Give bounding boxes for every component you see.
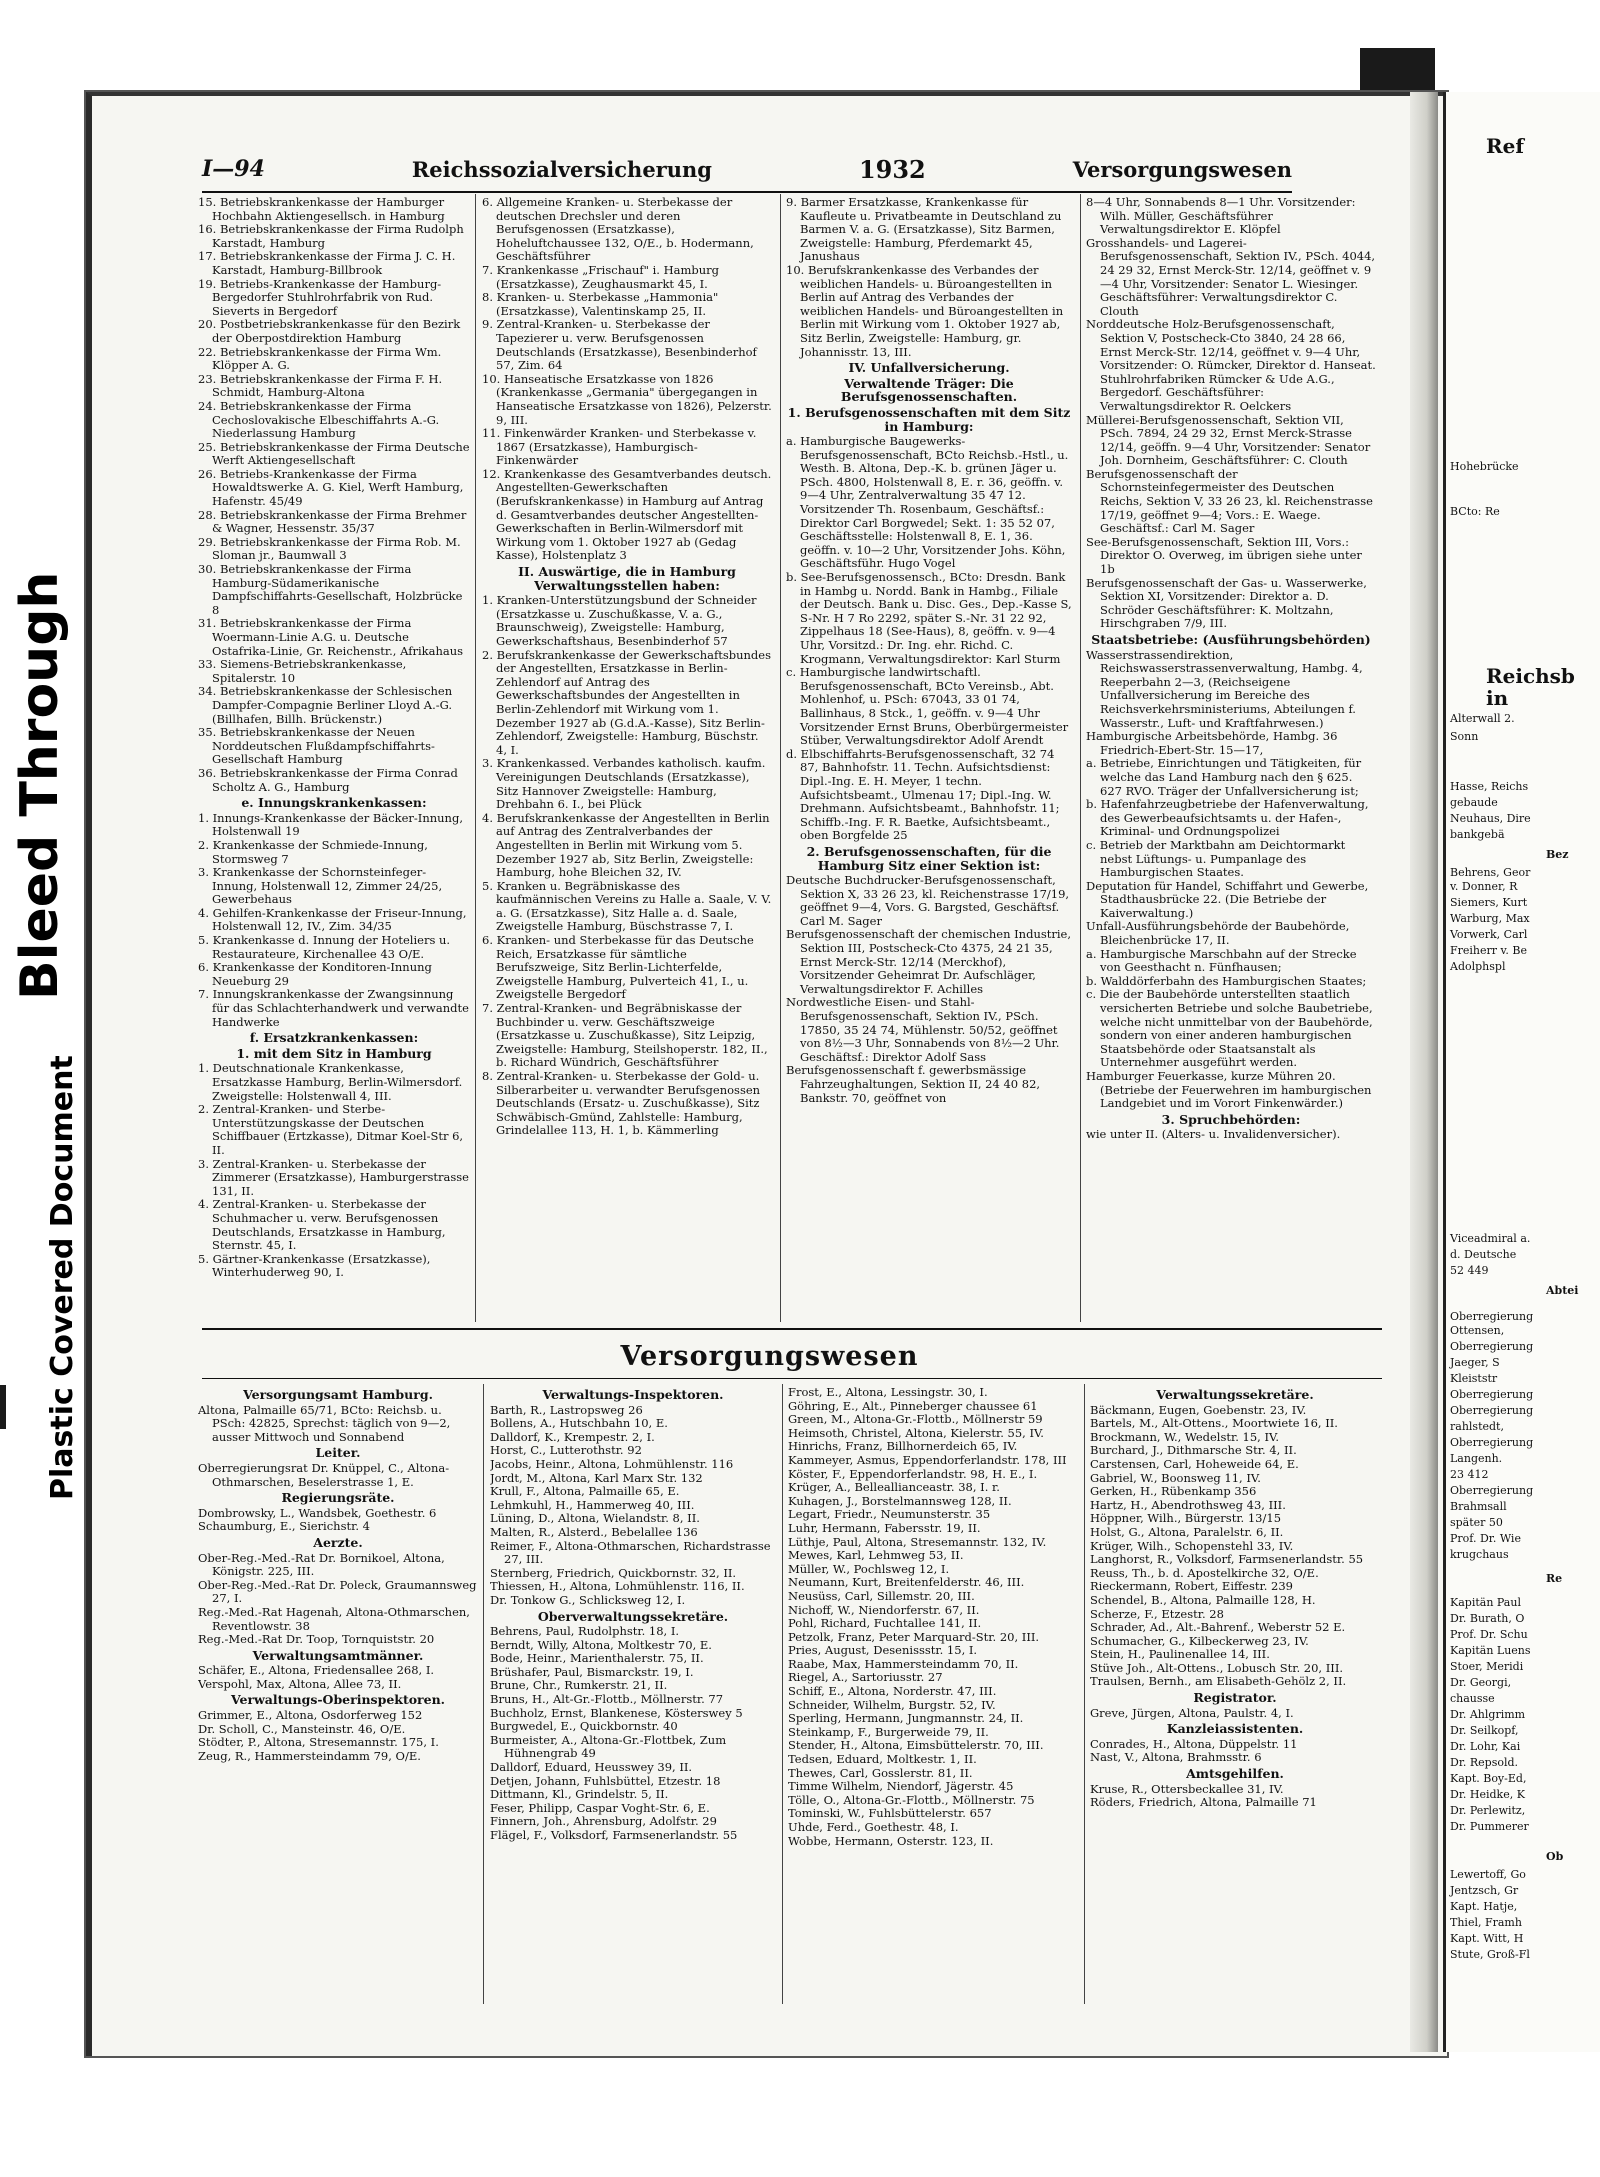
person-entry: Hartz, H., Abendrothsweg 43, III.	[1090, 1497, 1286, 1512]
adjacent-page-fragment: Abtei	[1546, 1284, 1579, 1297]
adjacent-page-fragment: Dr. Georgi,	[1450, 1676, 1512, 1689]
list-item: 6. Kranken- und Sterbekasse für das Deutsche Reich, Ersatzkasse für sämtliche Berufszweige, Sitz Berlin-Lichterfelde, Zweigstelle Hamburg, Pulverteich 41, I., u. Zweigstelle Bergedorf	[482, 933, 754, 1002]
person-entry: Sternberg, Friedrich, Quickbornstr. 32, II.	[490, 1565, 737, 1580]
column-1	[198, 196, 470, 1316]
list-item: 6. Krankenkasse der Konditoren-Innung Neueburg 29	[198, 960, 432, 988]
group-heading: Aerzte.	[313, 1534, 363, 1550]
person-entry: Schumacher, G., Kilbeckerweg 23, IV.	[1090, 1633, 1309, 1648]
group-heading: Verwaltungssekretäre.	[1156, 1387, 1314, 1402]
adjacent-page-fragment: Vorwerk, Carl	[1450, 928, 1528, 941]
group-heading: Leiter.	[315, 1445, 361, 1461]
person-entry: Schaumburg, E., Sierichstr. 4	[198, 1519, 370, 1534]
person-entry: Thiessen, H., Altona, Lohmühlenstr. 116, II.	[490, 1579, 745, 1594]
adjacent-page-fragment: Jaeger, S	[1450, 1356, 1500, 1369]
left-marker	[0, 1385, 6, 1429]
person-entry: Steinkamp, F., Burgerweide 79, II.	[788, 1724, 989, 1739]
person-entry: Sperling, Hermann, Jungmannstr. 24, II.	[788, 1711, 1024, 1726]
adjacent-page-fragment: Stute, Groß-Fl	[1450, 1948, 1530, 1961]
subheading: 3. Spruchbehörden:	[1161, 1111, 1301, 1127]
person-entry: Schendel, B., Altona, Palmaille 128, H.	[1090, 1592, 1316, 1607]
top-dark-edge	[1360, 48, 1435, 98]
person-entry: Verspohl, Max, Altona, Allee 73, II.	[198, 1676, 402, 1691]
adjacent-page-fragment: Kapt. Witt, H	[1450, 1932, 1524, 1945]
list-item: 12. Krankenkasse des Gesamtverbandes deutsch. Angestellten-Gewerkschaften (Berufskrankenkasse) in Hamburg auf Antrag d. Gesamtverbandes deutscher Angestellten-Gewerkschaften in Berlin-Wilmersdorf mit Wirkung vom 1. Oktober 1927 ab (Gedag Kasse), Holstenplatz 3	[482, 466, 772, 563]
list-item: 36. Betriebskrankenkasse der Firma Conrad Scholtz A. G., Hamburg	[198, 765, 458, 794]
adjacent-page-fragment: Oberregierung	[1450, 1404, 1534, 1417]
adjacent-page-fragment: BCto: Re	[1450, 505, 1500, 518]
list-item: a. Betriebe, Einrichtungen und Tätigkeiten, für welche das Land Hamburg nach den § 625. 627 RVO. Träger der Unfallversicherung ist;	[1086, 756, 1362, 798]
person-entry: Ober-Reg.-Med.-Rat Dr. Bornikoel, Altona, Königstr. 225, III.	[198, 1550, 445, 1579]
adjacent-page-fragment: d. Deutsche	[1450, 1248, 1517, 1261]
adjacent-page-fragment: Sonn	[1450, 730, 1479, 743]
person-entry: Green, M., Altona-Gr.-Flottb., Möllnerstr 59	[788, 1412, 1043, 1427]
adjacent-page-fragment: gebaude	[1450, 796, 1498, 809]
list-item: 5. Gärtner-Krankenkasse (Ersatzkasse), Winterhuderweg 90, I.	[198, 1251, 431, 1280]
list-item: c. Betrieb der Marktbahn am Deichtormarkt nebst Lüftungs- u. Pumpanlage des Hamburgischen Staates.	[1086, 837, 1346, 880]
list-item: 31. Betriebskrankenkasse der Firma Woermann-Linie A.G. u. Deutsche Ostafrika-Linie, Gr. Reichenstr., Afrikahaus	[198, 616, 464, 658]
adjacent-page-fragment: Oberregierung	[1450, 1484, 1534, 1497]
list-item: Norddeutsche Holz-Berufsgenossenschaft, Sektion V, Postscheck-Cto 3840, 24 28 66, Ernst Merck-Str. 12/14, geöffnet v. 9—4 Uhr, Vorsitzender: O. Rümcker, Direktor d. Hanseat. Stuhlrohrfabriken Rümcker & Ude A.G., Bergedorf. Geschäftsführer: Verwaltungsdirektor R. Oelckers	[1086, 317, 1376, 413]
person-entry: Krüger, Wilh., Schopenstehl 33, IV.	[1090, 1538, 1294, 1553]
person-entry: Stein, H., Paulinenallee 14, III.	[1090, 1647, 1270, 1662]
person-entry: Uhde, Ferd., Goethestr. 48, I.	[788, 1820, 959, 1834]
person-entry: Mewes, Karl, Lehmweg 53, II.	[788, 1548, 964, 1563]
person-entry: Pries, August, Desenissstr. 15, I.	[788, 1643, 978, 1658]
list-item: 5. Krankenkasse d. Innung der Hoteliers u. Restaurateure, Kirchenallee 43 O/E.	[198, 933, 451, 961]
person-entry: Bruns, H., Alt-Gr.-Flottb., Möllnerstr. 77	[490, 1692, 724, 1707]
page-number: I—94	[202, 156, 265, 182]
list-item: 9. Zentral-Kranken- u. Sterbekasse der Tapezierer u. verw. Berufsgenossen Deutschlands (Ersatzkasse), Besenbinderhof 57, Zim. 64	[482, 317, 757, 373]
person-entry: Thewes, Carl, Gosslerstr. 81, II.	[788, 1765, 973, 1780]
column-divider	[780, 194, 781, 1322]
person-entry: Tedsen, Eduard, Moltkestr. 1, II.	[788, 1752, 977, 1767]
header-rule	[202, 191, 1292, 193]
person-entry: Dombrowsky, L., Wandsbek, Goethestr. 6	[198, 1505, 437, 1520]
person-entry: Carstensen, Carl, Hoheweide 64, E.	[1090, 1456, 1299, 1471]
adjacent-page-fragment: Dr. Perlewitz,	[1450, 1804, 1526, 1817]
person-entry: Göhring, E., Alt., Pinneberger chaussee 61	[788, 1398, 1038, 1413]
list-item: 19. Betriebs-Krankenkasse der Hamburg-Bergedorfer Stuhlrohrfabrik von Rud. Sieverts in Bergedorf	[198, 276, 442, 318]
person-entry: Nast, V., Altona, Brahmsstr. 6	[1090, 1750, 1262, 1765]
subheading: Staatsbetriebe: (Ausführungsbehörden)	[1091, 632, 1371, 647]
adjacent-page-fragment: rahlstedt,	[1450, 1420, 1504, 1433]
list-item: 29. Betriebskrankenkasse der Firma Rob. M. Sloman jr., Baumwall 3	[198, 534, 461, 563]
list-item: Berufsgenossenschaft f. gewerbsmässige Fahrzeughaltungen, Sektion II, 24 40 82, Bankstr. 70, geöffnet von	[786, 1063, 1041, 1105]
page-curl	[1410, 92, 1438, 2052]
person-entry: Müller, W., Pochlsweg 12, I.	[788, 1561, 950, 1576]
adjacent-page-fragment: 52 449	[1450, 1264, 1489, 1277]
person-entry: Scherze, F., Etzestr. 28	[1090, 1606, 1224, 1621]
list-item: 1. Innungs-Krankenkasse der Bäcker-Innung, Holstenwall 19	[198, 810, 463, 839]
person-entry: Brüshafer, Paul, Bismarckstr. 19, I.	[490, 1664, 694, 1679]
person-entry: Dalldorf, K., Krempestr. 2, I.	[490, 1429, 655, 1444]
adjacent-page-fragment: Kapt. Boy-Ed,	[1450, 1772, 1527, 1785]
adjacent-page-fragment: Alterwall 2.	[1450, 712, 1515, 725]
adjacent-page-fragment: Stoer, Meridi	[1450, 1660, 1524, 1673]
person-entry: Reuss, Th., b. d. Apostelkirche 32, O/E.	[1090, 1565, 1319, 1580]
adjacent-page-fragment: bankgebä	[1450, 828, 1505, 841]
person-entry: Rieckermann, Robert, Eiffestr. 239	[1090, 1579, 1293, 1594]
person-entry: Malten, R., Alsterd., Bebelallee 136	[490, 1524, 698, 1539]
list-item: Müllerei-Berufsgenossenschaft, Sektion VII, PSch. 7894, 24 29 32, Ernst Merck-Strasse 12/14, geöffn. 9—4 Uhr, Vorsitzender: Senator Joh. Dornheim, Geschäftsführer: C. Clouth	[1086, 412, 1371, 468]
list-item: b. Walddörferbahn des Hamburgischen Staates;	[1086, 973, 1367, 988]
adjacent-page-fragment: Re	[1546, 1572, 1563, 1585]
person-entry: Schiff, E., Altona, Norderstr. 47, III.	[788, 1684, 997, 1699]
list-item: 9. Barmer Ersatzkasse, Krankenkasse für Kaufleute u. Privatbeamte in Deutschland zu Barmen V. a. G. (Ersatzkasse), Sitz Barmen, Zweigstelle: Hamburg, Pferdemarkt 45, Janushaus	[786, 196, 1062, 264]
person-entry: Feser, Philipp, Caspar Voght-Str. 6, E.	[490, 1800, 710, 1815]
group-heading: Verwaltungs-Inspektoren.	[542, 1387, 724, 1402]
person-entry: Stender, H., Altona, Eimsbüttelerstr. 70, III.	[788, 1738, 1044, 1753]
person-entry: Hinrichs, Franz, Billhornerdeich 65, IV.	[788, 1439, 1018, 1454]
adjacent-page-fragment: Reichsb	[1486, 664, 1575, 688]
header-left-title: Reichssozialversicherung	[411, 156, 712, 182]
list-item: 1. Deutschnationale Krankenkasse, Ersatzkasse Hamburg, Berlin-Wilmersdorf. Zweigstelle: Holstenwall 4, III.	[198, 1061, 463, 1103]
person-entry: Burmeister, A., Altona-Gr.-Flottbek, Zum Hühnengrab 49	[490, 1732, 727, 1761]
adjacent-page-fragment: Hohebrücke	[1450, 460, 1519, 473]
person-entry: Behrens, Paul, Rudolphstr. 18, I.	[490, 1624, 680, 1639]
person-entry: Barth, R., Lastropsweg 26	[490, 1402, 643, 1417]
person-entry: Krüger, A., Belleallianceastr. 38, I. r.	[788, 1480, 1000, 1495]
person-entry: Höppner, Wilh., Bürgerstr. 13/15	[1090, 1511, 1282, 1526]
group-heading: Amtsgehilfen.	[1186, 1766, 1284, 1782]
subheading: II. Auswärtige, die in Hamburg Verwaltungsstellen haben:	[518, 564, 736, 593]
adjacent-page-fragment: Dr. Heidke, K	[1450, 1788, 1525, 1801]
section-title: Versorgungswesen	[620, 1341, 919, 1372]
person-entry: Wobbe, Hermann, Osterstr. 123, II.	[788, 1833, 994, 1848]
person-entry: Reimer, F., Altona-Othmarschen, Richardstrasse 27, III.	[490, 1538, 771, 1567]
adjacent-page-fragment: Dr. Repsold.	[1450, 1756, 1519, 1769]
person-entry: Luhr, Hermann, Fabersstr. 19, II.	[788, 1520, 981, 1535]
person-entry: Reg.-Med.-Rat Dr. Toop, Tornquiststr. 20	[198, 1632, 435, 1647]
header-right-title: Versorgungswesen	[1072, 156, 1292, 182]
person-entry: Krull, F., Altona, Palmaille 65, E.	[490, 1484, 680, 1499]
person-entry: Schrader, Ad., Alt.-Bahrenf., Weberstr 52 E.	[1090, 1620, 1346, 1635]
adjacent-page-fragment: Thiel, Framh	[1450, 1916, 1522, 1929]
group-heading: Kanzleiassistenten.	[1166, 1721, 1304, 1737]
adjacent-page-fragment: Warburg, Max	[1450, 912, 1530, 925]
person-entry: Schneider, Wilhelm, Burgstr. 52, IV.	[788, 1697, 996, 1712]
list-item: b. Hafenfahrzeugbetriebe der Hafenverwaltung, des Gewerbeaufsichtsamts u. der Hafen-, Kriminal- und Ordnungspolizei	[1086, 797, 1369, 839]
adjacent-page-fragment: Oberregierung	[1450, 1388, 1534, 1401]
adjacent-page-fragment: Behrens, Geor	[1450, 866, 1531, 879]
adjacent-page-fragment: krugchaus	[1450, 1548, 1509, 1561]
person-entry: Burgwedel, E., Quickbornstr. 40	[490, 1719, 678, 1734]
list-item: 25. Betriebskrankenkasse der Firma Deutsche Werft Aktiengesellschaft	[198, 439, 470, 468]
adjacent-page-fragment: Kapitän Paul	[1450, 1596, 1521, 1609]
list-item: 6. Allgemeine Kranken- u. Sterbekasse der deutschen Drechsler und deren Berufsgenossen (Ersatzkasse), Hoheluftchaussee 132, O/E., b. Hodermann, Geschäftsführer	[482, 196, 754, 264]
subheading: Verwaltende Träger: Die Berufsgenossenschaften.	[840, 375, 1018, 405]
list-item: 16. Betriebskrankenkasse der Firma Rudolph Karstadt, Hamburg	[198, 222, 464, 250]
column-divider	[475, 194, 476, 1322]
list-item: c. Die der Baubehörde unterstellten staatlich versicherten Betriebe und solche Baubetriebe, welche nicht unmittelbar von der Baubehörde, sondern von einer anderen hamburgischen Staatsbehörde oder Staatsanstalt als Unternehmer ausgeführt werden.	[1086, 987, 1373, 1070]
person-entry: Burchard, J., Dithmarsche Str. 4, II.	[1090, 1443, 1297, 1458]
person-entry: Bäckmann, Eugen, Goebenstr. 23, IV.	[1090, 1402, 1307, 1417]
person-entry: Stödter, P., Altona, Stresemannstr. 175, I.	[198, 1735, 439, 1750]
person-entry: Dittmann, Kl., Grindelstr. 5, II.	[490, 1787, 669, 1802]
block-2	[490, 1386, 776, 2006]
person-entry: Riegel, A., Sartoriusstr. 27	[788, 1670, 943, 1685]
list-item: 8—4 Uhr, Sonnabends 8—1 Uhr. Vorsitzender: Wilh. Müller, Geschäftsführer Verwaltungsdirektor E. Klöpfel	[1086, 196, 1356, 237]
person-entry: Lüthje, Paul, Altona, Stresemannstr. 132, IV.	[788, 1534, 1047, 1549]
list-item: 22. Betriebskrankenkasse der Firma Wm. Klöpper A. G.	[198, 344, 442, 373]
list-item: 33. Siemens-Betriebskrankenkasse, Spitalerstr. 10	[198, 657, 407, 685]
person-entry: Langhorst, R., Volksdorf, Farmsenerlandstr. 55	[1090, 1552, 1364, 1567]
person-entry: Dalldorf, Eduard, Heusswey 39, II.	[490, 1760, 693, 1775]
list-item: 2. Krankenkasse der Schmiede-Innung, Stormsweg 7	[198, 837, 428, 866]
person-entry: Horst, C., Lutterothstr. 92	[490, 1443, 642, 1458]
person-entry: Kuhagen, J., Borstelmannsweg 128, II.	[788, 1493, 1012, 1508]
block-4	[1090, 1386, 1380, 2006]
list-item: 34. Betriebskrankenkasse der Schlesischen Dampfer-Compagnie Berliner Lloyd A.-G. (Billhafen, Billh. Brückenstr.)	[198, 684, 453, 726]
list-item: 3. Krankenkasse der Schornsteinfeger-Innung, Holstenwall 12, Zimmer 24/25, Gewerbehaus	[198, 865, 443, 907]
adjacent-page-fragment: Bez	[1546, 848, 1569, 861]
adjacent-page-fragment: Jentzsch, Gr	[1450, 1884, 1519, 1897]
list-item: a. Hamburgische Marschbahn auf der Strecke von Geesthacht n. Fünfhausen;	[1086, 946, 1357, 975]
adjacent-page-fragment: Dr. Burath, O	[1450, 1612, 1525, 1625]
person-entry: Neusüss, Carl, Sillemstr. 20, III.	[788, 1588, 975, 1603]
list-item: 4. Zentral-Kranken- u. Sterbekasse der Schuhmacher u. verw. Berufsgenossen Deutschlands, Ersatzkasse in Hamburg, Sternstr. 45, I.	[198, 1197, 446, 1253]
adjacent-page-fragment: Viceadmiral a.	[1450, 1232, 1531, 1245]
adjacent-page-fragment: Lewertoff, Go	[1450, 1868, 1526, 1881]
subheading: IV. Unfallversicherung.	[848, 360, 1010, 376]
person-entry: Kammeyer, Asmus, Eppendorferlandstr. 178, III	[788, 1452, 1067, 1467]
person-entry: Gabriel, W., Boonsweg 11, IV.	[1090, 1470, 1261, 1485]
person-entry: Flägel, F., Volksdorf, Farmsenerlandstr. 55	[490, 1828, 738, 1842]
list-item: Hamburgische Arbeitsbehörde, Hambg. 36 Friedrich-Ebert-Str. 15—17,	[1086, 729, 1338, 757]
subheading: e. Innungskrankenkassen:	[241, 795, 427, 811]
list-item: 35. Betriebskrankenkasse der Neuen Norddeutschen Flußdampfschiffahrts-Gesellschaft Hamburg	[198, 725, 435, 767]
page-header	[202, 154, 1292, 184]
column-divider	[1080, 194, 1081, 1322]
list-item: 8. Kranken- u. Sterbekasse „Hammonia" (Ersatzkasse), Valentinskamp 25, II.	[482, 290, 719, 318]
person-entry: Tominski, W., Fuhlsbüttelerstr. 657	[788, 1806, 992, 1821]
person-entry: Tölle, O., Altona-Gr.-Flottb., Möllnerstr. 75	[788, 1792, 1035, 1807]
person-entry: Buchholz, Ernst, Blankenese, Kösterswey 5	[490, 1705, 743, 1720]
adjacent-page-fragment: Kapt. Hatje,	[1450, 1900, 1518, 1913]
list-item: Nordwestliche Eisen- und Stahl-Berufsgenossenschaft, Sektion IV., PSch. 17850, 35 24 74, Mühlenstr. 50/52, geöffnet von 8½—3 Uhr, Sonnabends von 8½—2 Uhr. Geschäftsf.: Direktor Adolf Sass	[786, 995, 1060, 1064]
person-entry: Ober-Reg.-Med.-Rat Dr. Poleck, Graumannsweg 27, I.	[198, 1577, 477, 1606]
list-item: 23. Betriebskrankenkasse der Firma F. H. Schmidt, Hamburg-Altona	[198, 371, 443, 400]
list-item: 17. Betriebskrankenkasse der Firma J. C. H. Karstadt, Hamburg-Billbrook	[198, 249, 456, 277]
person-entry: Jordt, M., Altona, Karl Marx Str. 132	[490, 1470, 703, 1485]
list-item: Deutsche Buchdrucker-Berufsgenossenschaft, Sektion X, 33 26 23, kl. Reichenstrasse 17/19, geöffnet 9—4, Vors. G. Bargsted, Geschäftsf. Carl M. Sager	[786, 873, 1070, 928]
adjacent-page-fragment: Siemers, Kurt	[1450, 896, 1528, 909]
list-item: d. Elbschiffahrts-Berufsgenossenschaft, 32 74 87, Bahnhofstr. 11. Techn. Aufsichtsdienst: Dipl.-Ing. E. H. Meyer, 1 techn. Aufsichtsbeamt., Ulmenau 17; Dipl.-Ing. W. Drehmann. Aufsichtsbeamt., Bahnhofstr. 11; Schiffb.-Ing. F. R. Baetke, Aufsichtsbeamt., oben Borgfelde 25	[786, 746, 1060, 843]
person-entry: Bartels, M., Alt-Ottens., Moortwiete 16, II.	[1090, 1416, 1338, 1431]
subheading: 1. mit dem Sitz in Hamburg	[236, 1045, 432, 1061]
subheading: f. Ersatzkrankenkassen:	[249, 1030, 419, 1046]
person-entry: Bode, Heinr., Marienthalerstr. 75, II.	[490, 1651, 704, 1666]
adjacent-page-fragment: chausse	[1450, 1692, 1495, 1705]
adjacent-page-fragment: v. Donner, R	[1450, 880, 1518, 893]
person-entry: Stüve Joh., Alt-Ottens., Lobusch Str. 20, III.	[1090, 1660, 1344, 1675]
adjacent-page-fragment: Dr. Lohr, Kai	[1450, 1740, 1521, 1753]
list-item: 8. Zentral-Kranken- u. Sterbekasse der Gold- u. Silberarbeiter u. verwandter Berufsgenossen Deutschlands (Ersatz- u. Zuschußkasse), Sitz Schwäbisch-Gmünd, Zahlstelle: Hamburg, Grindelallee 113, H. 1, b. Kämmerling	[482, 1069, 761, 1138]
list-item: 7. Krankenkasse „Frischauf" i. Hamburg (Ersatzkasse), Zeughausmarkt 45, I.	[482, 262, 719, 291]
person-entry: Kruse, R., Ottersbeckallee 31, IV.	[1090, 1781, 1284, 1796]
list-item: Deputation für Handel, Schiffahrt und Gewerbe, Stadthausbrücke 22. (Die Betriebe der Kaiverwaltung.)	[1086, 878, 1369, 920]
block-divider	[1084, 1384, 1085, 2004]
person-entry: Dr. Tonkow G., Schlicksweg 12, I.	[490, 1592, 686, 1607]
office-title: Versorgungsamt Hamburg.	[243, 1387, 433, 1402]
group-heading: Verwaltungsamtmänner.	[252, 1647, 424, 1663]
person-entry: Brune, Chr., Rumkerstr. 21, II.	[490, 1678, 668, 1693]
list-item: 28. Betriebskrankenkasse der Firma Brehmer & Wagner, Hessenstr. 35/37	[198, 507, 467, 536]
list-item: 7. Zentral-Kranken- und Begräbniskasse der Buchbinder u. verw. Geschäftszweige (Ersatzkasse u. Zuschußkasse), Sitz Leipzig, Zweigstelle: Hamburg, Steilshoperstr. 182, II., b. Richard Wündrich, Geschäftsführer	[482, 1001, 768, 1070]
list-item: Hamburger Feuerkasse, kurze Mühren 20. (Betriebe der Feuerwehren im hamburgischen Landgebiet und im Vorort Finkenwärder.)	[1086, 1069, 1372, 1111]
person-entry: Neumann, Kurt, Breitenfelderstr. 46, III.	[788, 1575, 1025, 1590]
column-3	[786, 196, 1072, 1316]
adjacent-page-fragment: in	[1486, 686, 1509, 710]
adjacent-page-fragment: Brahmsall	[1450, 1500, 1507, 1513]
group-heading: Oberverwaltungssekretäre.	[537, 1608, 729, 1624]
list-item: 4. Berufskrankenkasse der Angestellten in Berlin auf Antrag des Zentralverbandes der Angestellten in Berlin mit Wirkung vom 5. Dezember 1927 ab, Sitz Berlin, Zweigstelle: Hamburg, hohe Bleichen 32, IV.	[482, 810, 770, 880]
list-item: 1. Kranken-Unterstützungsbund der Schneider (Ersatzkasse u. Zuschußkasse, V. a. G., Braunschweig), Zweigstelle: Hamburg, Gewerkschaftshaus, Besenbinderhof 57	[482, 593, 757, 648]
adjacent-page-fragment: Prof. Dr. Wie	[1450, 1532, 1521, 1545]
adjacent-page	[1443, 92, 1600, 2052]
list-item: 10. Hanseatische Ersatzkasse von 1826 (Krankenkasse „Germania" übergegangen in Hanseatische Ersatzkasse von 1826), Pelzerstr. 9, III.	[482, 371, 772, 427]
person-entry: Köster, F., Eppendorferlandstr. 98, H. E., I.	[788, 1466, 1038, 1481]
list-item: Unfall-Ausführungsbehörde der Baubehörde, Bleichenbrücke 17, II.	[1086, 919, 1350, 948]
person-entry: Röders, Friedrich, Altona, Palmaille 71	[1090, 1795, 1317, 1810]
adjacent-page-fragment: Ob	[1546, 1850, 1564, 1863]
person-entry: Heimsoth, Christel, Altona, Kielerstr. 55, IV.	[788, 1425, 1044, 1440]
adjacent-page-fragment: später 50	[1450, 1516, 1503, 1529]
list-item: Wasserstrassendirektion, Reichswasserstrassenverwaltung, Hambg. 4, Reeperbahn 2—3, (Reichseigene Unfallversicherung im Bereiche des Reichsverkehrsministeriums, Abteilungen f. Wasserstr., Luft- und Kraftfahrwesen.)	[1086, 647, 1363, 730]
list-item: 20. Postbetriebskrankenkasse für den Bezirk der Oberpostdirektion Hamburg	[198, 317, 461, 345]
adjacent-page-fragment: Ottensen,	[1450, 1324, 1505, 1337]
section-title-rule	[202, 1378, 1382, 1379]
list-item: 30. Betriebskrankenkasse der Firma Hamburg-Südamerikanische Dampfschiffahrts-Gesellschaft, Holzbrücke 8	[198, 562, 463, 617]
adjacent-page-fragment: Prof. Dr. Schu	[1450, 1628, 1528, 1641]
list-item: See-Berufsgenossenschaft, Sektion III, Vors.: Direktor O. Overweg, im übrigen siehe unter 1b	[1086, 534, 1362, 577]
person-entry: Timme Wilhelm, Niendorf, Jägerstr. 45	[788, 1779, 1014, 1794]
subheading: 2. Berufsgenossenschaften, für die Hamburg Sitz einer Sektion ist:	[806, 843, 1052, 873]
adjacent-page-fragment: Freiherr v. Be	[1450, 944, 1528, 957]
list-item: 3. Krankenkassed. Verbandes katholisch. kaufm. Vereinigungen Deutschlands (Ersatzkasse), Sitz Hannover Zweigstelle: Hamburg, Drehbahn 6. I., bei Plück	[482, 756, 766, 812]
adjacent-page-fragment: Oberregierung	[1450, 1310, 1534, 1323]
adjacent-page-fragment: Dr. Seilkopf,	[1450, 1724, 1519, 1737]
list-item: wie unter II. (Alters- u. Invalidenversicher).	[1086, 1127, 1341, 1142]
adjacent-page-fragment: Dr. Ahlgrimm	[1450, 1708, 1526, 1721]
person-entry: Reg.-Med.-Rat Hagenah, Altona-Othmarschen, Reventlowstr. 38	[198, 1604, 470, 1633]
list-item: 11. Finkenwärder Kranken- und Sterbekasse v. 1867 (Ersatzkasse), Hamburgisch-Finkenwärder	[482, 426, 757, 468]
subheading: 1. Berufsgenossenschaften mit dem Sitz in Hamburg:	[787, 404, 1071, 434]
list-item: 24. Betriebskrankenkasse der Firma Cechoslovakische Elbeschiffahrts A.-G. Niederlassung Hamburg	[198, 398, 440, 441]
list-item: 15. Betriebskrankenkasse der Hamburger Hochbahn Aktiengesellsch. in Hamburg	[198, 196, 445, 223]
person-entry: Raabe, Max, Hammersteindamm 70, II.	[788, 1656, 1019, 1671]
list-item: 10. Berufskrankenkasse des Verbandes der weiblichen Handels- u. Büroangestellten in Berlin auf Antrag des Verbandes der weiblichen Handels- und Büroangestellten in Berlin mit Wirkung vom 1. Oktober 1927 ab, Sitz Berlin, Zweigstelle: Hamburg, gr. Johannisstr. 13, III.	[786, 262, 1064, 359]
list-item: 7. Innungskrankenkasse der Zwangsinnung für das Schlachterhandwerk und verwandte Handwerke	[198, 987, 469, 1029]
list-item: a. Hamburgische Baugewerks-Berufsgenossenschaft, BCto Reichsb.-Hstl., u. Westh. B. Altona, Dep.-K. b. grünen Jäger u. PSch. 4800, Holstenwall 8, E. r. 36, geöffn. v. 9—4 Uhr, Zentralverwaltung 35 47 12. Vorsitzender Th. Rosenbaum, Geschäftsf.: Direktor Carl Borgwedel; Sekt. 1: 35 52 07, Geschäftsstelle: Holstenwall 8, E. 1, 36. geöffn. v. 10—2 Uhr, Vorsitzender Johs. Köhn, Geschäftsführ. Hugo Vogel	[786, 434, 1069, 571]
document-page	[86, 92, 1447, 2056]
block-divider	[782, 1384, 783, 2004]
person-entry: Lüning, D., Altona, Wielandstr. 8, II.	[490, 1511, 700, 1526]
person-entry: Greve, Jürgen, Altona, Paulstr. 4, I.	[1090, 1705, 1294, 1720]
person-entry: Pohl, Richard, Fuchtallee 141, II.	[788, 1616, 982, 1631]
list-item: b. See-Berufsgenossensch., BCto: Dresdn. Bank in Hambg u. Nordd. Bank in Hambg., Filiale der Deutsch. Bank u. Disc. Ges., Dep.-Kasse S, S-Nr. H 7 Ro 2292, später S.-Nr. 31 22 92, Zippelhaus 18 (See-Haus), 8, geöffn. v. 9—4 Uhr, Vorsitzd.: Dr. Ing. ehr. Richd. C. Krogmann, Verwaltungsdirektor: Karl Sturm	[786, 570, 1072, 666]
adjacent-page-fragment: Neuhaus, Dire	[1450, 812, 1531, 825]
list-item: 4. Gehilfen-Krankenkasse der Friseur-Innung, Holstenwall 12, IV., Zim. 34/35	[198, 905, 467, 934]
person-entry: Holst, G., Altona, Paralelstr. 6, II.	[1090, 1524, 1284, 1539]
person-entry: Traulsen, Bernh., am Elisabeth-Gehölz 2, II.	[1090, 1674, 1347, 1689]
column-2	[482, 196, 772, 1316]
person-entry: Bollens, A., Hutschbahn 10, E.	[490, 1416, 668, 1431]
person-entry: Jacobs, Heinr., Altona, Lohmühlenstr. 116	[490, 1456, 734, 1471]
person-entry: Petzolk, Franz, Peter Marquard-Str. 20, III.	[788, 1629, 1040, 1644]
adjacent-page-fragment: Kleiststr	[1450, 1372, 1498, 1385]
group-heading: Regierungsräte.	[281, 1490, 395, 1506]
block-3	[788, 1386, 1078, 2006]
list-item: 2. Zentral-Kranken- und Sterbe-Unterstützungskasse der Deutschen Schiffbauer (Ertzkasse), Ditmar Koel-Str 6, II.	[198, 1102, 464, 1157]
person-entry: Brockmann, W., Wedelstr. 15, IV.	[1090, 1429, 1279, 1444]
person-entry: Conrades, H., Altona, Düppelstr. 11	[1090, 1736, 1298, 1751]
person-entry: Schäfer, E., Altona, Friedensallee 268, I.	[198, 1663, 435, 1678]
person-entry: Legart, Friedr., Neumunsterstr. 35	[788, 1507, 991, 1522]
person-entry: Nichoff, W., Niendorferstr. 67, II.	[788, 1602, 980, 1617]
group-heading: Registrator.	[1193, 1690, 1277, 1706]
group-heading: Verwaltungs-Oberinspektoren.	[230, 1692, 446, 1708]
list-item: 5. Kranken u. Begräbniskasse des kaufmännischen Vereins zu Halle a. Saale, V. V. a. G. (Ersatzkasse), Sitz Halle a. d. Saale, Zweigstelle Hamburg, Büschstrasse 7, I.	[482, 878, 772, 934]
person-entry: Detjen, Johann, Fuhlsbüttel, Etzestr. 18	[490, 1773, 721, 1788]
adjacent-page-fragment: Langenh.	[1450, 1452, 1503, 1465]
block-divider	[483, 1384, 484, 2004]
adjacent-page-fragment: Oberregierung	[1450, 1436, 1534, 1449]
adjacent-page-fragment: 23 412	[1450, 1468, 1489, 1481]
section-rule	[202, 1328, 1382, 1330]
person-entry: Grimmer, E., Altona, Osdorferweg 152	[198, 1708, 423, 1723]
person-entry: Oberregierungsrat Dr. Knüppel, C., Altona-Othmarschen, Beselerstrasse 1, E.	[198, 1460, 450, 1489]
adjacent-page-fragment: Oberregierung	[1450, 1340, 1534, 1353]
list-item: c. Hamburgische landwirtschaftl. Berufsgenossenschaft, BCto Vereinsb., Abt. Mohlenhof, u. PSch: 67043, 33 01 74, Ballinhaus, 8 Stck., 1, geöffn. v. 9—4 Uhr Vorsitzender Ernst Bruns, Oberbürgermeister Stüber, Verwaltungsdirektor Adolf Arendt	[786, 665, 1069, 748]
person-entry: Berndt, Willy, Altona, Moltkestr 70, E.	[490, 1637, 712, 1652]
person-entry: Finnern, Joh., Ahrensburg, Adolfstr. 29	[490, 1814, 717, 1829]
list-item: Berufsgenossenschaft der Schornsteinfegermeister des Deutschen Reichs, Sektion V, 33 26 23, kl. Reichenstrasse 17/19, geöffnet 9—4; Vors.: E. Waege. Geschäftsf.: Carl M. Sager	[1086, 466, 1373, 536]
block-1	[198, 1386, 478, 2006]
adjacent-page-fragment: Hasse, Reichs	[1450, 780, 1529, 793]
adjacent-page-fragment: Adolphspl	[1450, 960, 1506, 973]
adjacent-page-fragment: Kapitän Luens	[1450, 1644, 1531, 1657]
adjacent-page-fragment: Ref	[1486, 134, 1524, 158]
person-entry: Frost, E., Altona, Lessingstr. 30, I.	[788, 1386, 988, 1399]
plastic-covered-label: Plastic Covered Document	[45, 1055, 80, 1500]
list-item: Berufsgenossenschaft der chemischen Industrie, Sektion III, Postscheck-Cto 4375, 24 21 35, Ernst Merck-Str. 12/14 (Merckhof), Vorsitzender Geheimrat Dr. Aufschläger, Verwaltungsdirektor F. Achilles	[786, 927, 1072, 996]
list-item: Grosshandels- und Lagerei-Berufsgenossenschaft, Sektion IV., PSch. 4044, 24 29 32, Ernst Merck-Str. 12/14, geöffnet v. 9—4 Uhr, Vorsitzender: Senator L. Wiesinger. Geschäftsführer: Verwaltungsdirektor C. Clouth	[1086, 235, 1376, 318]
person-entry: Zeug, R., Hammersteindamm 79, O/E.	[198, 1748, 421, 1763]
header-year: 1932	[858, 154, 926, 184]
list-item: 26. Betriebs-Krankenkasse der Firma Howaldtswerke A. G. Kiel, Werft Hamburg, Hafenstr. 45/49	[198, 466, 464, 509]
column-4	[1086, 196, 1376, 1316]
list-item: 2. Berufskrankenkasse der Gewerkschaftsbundes der Angestellten, Ersatzkasse in Berlin-Zehlendorf auf Antrag des Gewerkschaftsbundes der Angestellten in Berlin-Zehlendorf mit Wirkung vom 1. Dezember 1927 ab (G.d.A.-Kasse), Sitz Berlin-Zehlendorf, Zweigstelle: Hamburg, Büschstr. 4, I.	[482, 647, 771, 757]
bleed-through-label: Bleed Through	[10, 571, 70, 1000]
person-entry: Dr. Scholl, C., Mansteinstr. 46, O/E.	[198, 1721, 406, 1736]
list-item: 3. Zentral-Kranken- u. Sterbekasse der Zimmerer (Ersatzkasse), Hamburgerstrasse 131, II.	[198, 1156, 469, 1198]
list-item: Berufsgenossenschaft der Gas- u. Wasserwerke, Sektion XI, Vorsitzender: Direktor a. D. Schröder Geschäftsführer: K. Moltzahn, Hirschgraben 7/9, III.	[1086, 575, 1367, 631]
person-entry: Gerken, H., Rübenkamp 356	[1090, 1484, 1257, 1499]
office-address: Altona, Palmaille 65/71, BCto: Reichsb. u. PSch: 42825, Sprechst: täglich von 9—2, ausser Mittwoch und Sonnabend	[198, 1402, 451, 1444]
person-entry: Lehmkuhl, H., Hammerweg 40, III.	[490, 1497, 695, 1512]
adjacent-page-fragment: Dr. Pummerer	[1450, 1820, 1529, 1833]
